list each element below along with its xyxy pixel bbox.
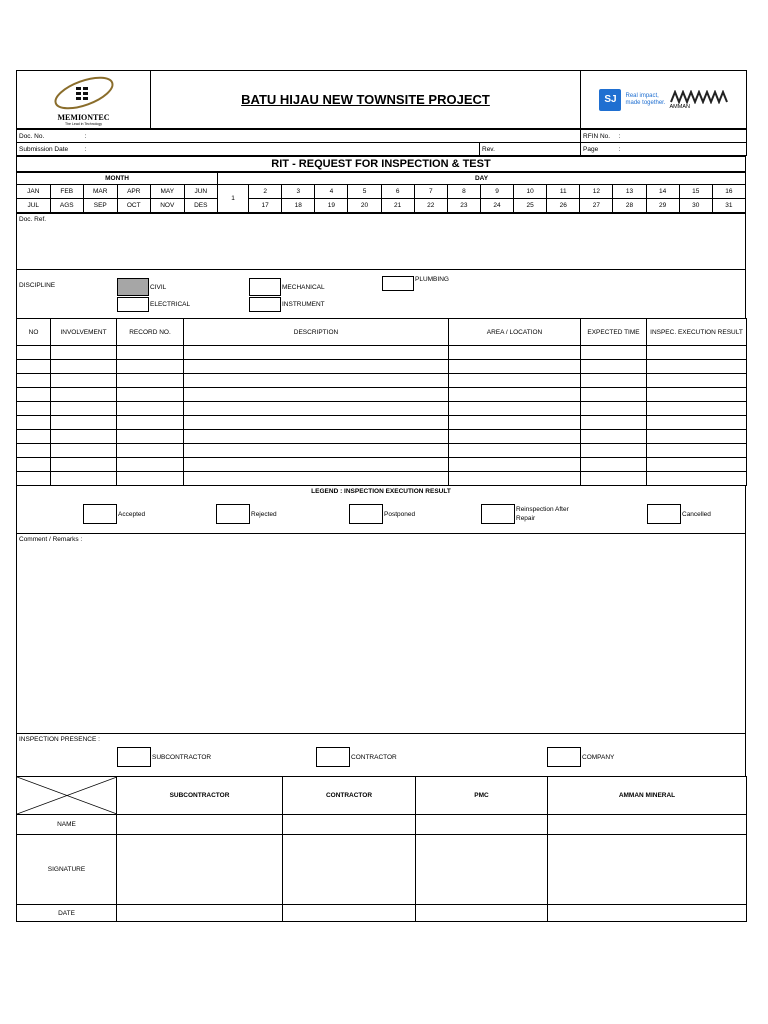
day-cell[interactable]: 13 xyxy=(613,185,646,199)
header-area-location: AREA / LOCATION xyxy=(449,319,581,346)
table-cell[interactable] xyxy=(449,416,581,430)
electrical-label: ELECTRICAL xyxy=(150,301,191,308)
month-cell[interactable]: MAY xyxy=(151,185,185,199)
table-cell[interactable] xyxy=(581,472,647,486)
table-cell[interactable] xyxy=(184,388,449,402)
table-cell[interactable] xyxy=(117,472,184,486)
table-cell[interactable] xyxy=(581,346,647,360)
rfin-label: RFIN No. xyxy=(581,130,617,143)
table-cell[interactable] xyxy=(581,360,647,374)
month-cell[interactable]: FEB xyxy=(50,185,84,199)
table-cell[interactable] xyxy=(449,472,581,486)
item-rows xyxy=(17,346,747,486)
plumbing-checkbox[interactable] xyxy=(382,276,414,291)
day-cell[interactable]: 26 xyxy=(547,199,580,213)
table-cell[interactable] xyxy=(449,444,581,458)
day-cell[interactable]: 28 xyxy=(613,199,646,213)
day-cell[interactable]: 19 xyxy=(315,199,348,213)
page-label: Page xyxy=(581,143,617,156)
day-cell[interactable]: 3 xyxy=(282,185,315,199)
day-cell[interactable]: 16 xyxy=(712,185,745,199)
doc-no-label: Doc. No. xyxy=(17,130,83,143)
table-cell[interactable] xyxy=(581,430,647,444)
legend-title: LEGEND : INSPECTION EXECUTION RESULT xyxy=(311,488,451,495)
mechanical-checkbox[interactable] xyxy=(249,278,281,296)
discipline-plumbing[interactable] xyxy=(382,276,449,291)
table-cell[interactable] xyxy=(17,472,51,486)
table-cell[interactable] xyxy=(184,402,449,416)
legend-accepted xyxy=(83,504,145,524)
discipline-label: DISCIPLINE xyxy=(19,282,56,289)
discipline-instrument[interactable] xyxy=(249,297,325,312)
legend-reinspection xyxy=(481,504,569,524)
table-cell[interactable] xyxy=(51,444,117,458)
presence-contractor[interactable] xyxy=(316,747,397,767)
submission-date-label: Submission Date xyxy=(17,143,83,156)
table-cell[interactable] xyxy=(647,402,747,416)
month-cell[interactable]: JUN xyxy=(184,185,218,199)
table-cell[interactable] xyxy=(581,374,647,388)
signoff-col-contractor: CONTRACTOR xyxy=(283,777,416,815)
rev-label: Rev. xyxy=(480,143,581,156)
table-cell[interactable] xyxy=(51,346,117,360)
date-field-amman[interactable] xyxy=(548,905,747,922)
signature-label: SIGNATURE xyxy=(17,835,117,905)
table-row xyxy=(17,360,747,374)
submission-date-value[interactable]: : xyxy=(83,143,480,156)
reinspection-box xyxy=(481,504,515,524)
reinspection-label-1: Reinspection After xyxy=(516,506,569,513)
table-cell[interactable] xyxy=(184,472,449,486)
signoff-col-amman: AMMAN MINERAL xyxy=(548,777,747,815)
table-cell[interactable] xyxy=(449,388,581,402)
contractor-label: CONTRACTOR xyxy=(351,753,397,761)
table-row xyxy=(17,430,747,444)
day-cell[interactable]: 21 xyxy=(381,199,414,213)
memiontec-logo-cell xyxy=(17,71,151,129)
table-cell[interactable] xyxy=(51,458,117,472)
month-cell[interactable]: APR xyxy=(117,185,151,199)
header-description: DESCRIPTION xyxy=(184,319,449,346)
table-cell[interactable] xyxy=(17,346,51,360)
table-cell[interactable] xyxy=(581,444,647,458)
amman-name: AMMAN xyxy=(669,103,690,110)
instrument-checkbox[interactable] xyxy=(249,297,281,312)
legend-section xyxy=(16,486,746,533)
plumbing-label: PLUMBING xyxy=(415,276,449,283)
table-cell[interactable] xyxy=(184,360,449,374)
table-cell[interactable] xyxy=(647,374,747,388)
mechanical-label: MECHANICAL xyxy=(282,283,325,291)
day-cell[interactable]: 2 xyxy=(249,185,282,199)
table-cell[interactable] xyxy=(117,360,184,374)
form-title: RIT - REQUEST FOR INSPECTION & TEST xyxy=(17,157,746,172)
day-cell[interactable]: 23 xyxy=(447,199,480,213)
table-cell[interactable] xyxy=(581,388,647,402)
table-cell[interactable] xyxy=(647,416,747,430)
table-cell[interactable] xyxy=(51,416,117,430)
signature-field-subcontractor[interactable] xyxy=(117,835,283,905)
cancelled-label: Cancelled xyxy=(682,510,711,518)
company-name: MEMIONTEC xyxy=(57,113,110,122)
table-row xyxy=(17,416,747,430)
day-cell[interactable]: 4 xyxy=(315,185,348,199)
table-cell[interactable] xyxy=(117,374,184,388)
presence-company[interactable] xyxy=(547,747,614,767)
cancelled-box xyxy=(647,504,681,524)
month-cell[interactable]: SEP xyxy=(84,199,118,213)
name-field-subcontractor[interactable] xyxy=(117,815,283,835)
table-cell[interactable] xyxy=(117,430,184,444)
table-cell[interactable] xyxy=(449,458,581,472)
accepted-label: Accepted xyxy=(118,510,146,518)
contractor-checkbox[interactable] xyxy=(316,747,350,767)
month-cell[interactable]: AGS xyxy=(50,199,84,213)
table-cell[interactable] xyxy=(581,402,647,416)
day-cell[interactable]: 31 xyxy=(712,199,745,213)
discipline-civil[interactable] xyxy=(117,278,166,296)
comment-label: Comment / Remarks : xyxy=(19,536,83,543)
name-label: NAME xyxy=(17,815,117,835)
table-cell[interactable] xyxy=(449,360,581,374)
table-cell[interactable] xyxy=(17,430,51,444)
company-tagline: The Lead in Technology xyxy=(64,122,103,126)
date-field-pmc[interactable] xyxy=(416,905,548,922)
table-cell[interactable] xyxy=(17,360,51,374)
header-involvement: INVOLVEMENT xyxy=(51,319,117,346)
discipline-mechanical[interactable] xyxy=(249,278,325,296)
date-label: DATE xyxy=(17,905,117,922)
items-table xyxy=(16,318,747,486)
rfin-value[interactable]: : xyxy=(617,130,747,143)
table-cell[interactable] xyxy=(17,416,51,430)
table-cell[interactable] xyxy=(117,416,184,430)
table-cell[interactable] xyxy=(51,360,117,374)
form-title-table xyxy=(16,156,746,172)
doc-ref-field[interactable] xyxy=(17,214,746,270)
day-label: DAY xyxy=(218,173,746,185)
presence-section xyxy=(16,734,746,776)
day-cell[interactable]: 20 xyxy=(348,199,381,213)
day-cell[interactable]: 17 xyxy=(249,199,282,213)
table-cell[interactable] xyxy=(581,416,647,430)
table-row xyxy=(17,472,747,486)
sj-logo-icon: SJ xyxy=(599,89,621,111)
company-checkbox[interactable] xyxy=(547,747,581,767)
table-cell[interactable] xyxy=(647,430,747,444)
postponed-box xyxy=(349,504,383,524)
table-cell[interactable] xyxy=(184,416,449,430)
table-cell[interactable] xyxy=(449,346,581,360)
table-row xyxy=(17,374,747,388)
day-cell[interactable]: 25 xyxy=(514,199,547,213)
company-label: COMPANY xyxy=(582,753,615,761)
signature-field-pmc[interactable] xyxy=(416,835,548,905)
signature-field-amman[interactable] xyxy=(548,835,747,905)
day-cell[interactable]: 9 xyxy=(480,185,513,199)
project-title: BATU HIJAU NEW TOWNSITE PROJECT xyxy=(151,71,581,129)
amman-logo-icon xyxy=(670,90,728,104)
comment-table xyxy=(16,533,746,734)
table-cell[interactable] xyxy=(184,444,449,458)
name-field-pmc[interactable] xyxy=(416,815,548,835)
month-cell[interactable]: NOV xyxy=(151,199,185,213)
table-cell[interactable] xyxy=(17,458,51,472)
table-cell[interactable] xyxy=(647,346,747,360)
name-field-amman[interactable] xyxy=(548,815,747,835)
table-cell[interactable] xyxy=(117,402,184,416)
signoff-table xyxy=(16,776,747,922)
calendar-table xyxy=(16,172,746,213)
table-cell[interactable] xyxy=(117,444,184,458)
subcontractor-checkbox[interactable] xyxy=(117,747,151,767)
month-cell[interactable]: OCT xyxy=(117,199,151,213)
civil-label: CIVIL xyxy=(150,283,167,291)
table-row xyxy=(17,346,747,360)
day-cell[interactable]: 11 xyxy=(547,185,580,199)
table-cell[interactable] xyxy=(449,402,581,416)
day-cell[interactable]: 8 xyxy=(447,185,480,199)
table-cell[interactable] xyxy=(17,402,51,416)
table-cell[interactable] xyxy=(581,458,647,472)
day-cell[interactable]: 30 xyxy=(679,199,712,213)
header-inspec-result: INSPEC. EXECUTION RESULT xyxy=(647,319,747,346)
table-cell[interactable] xyxy=(449,430,581,444)
doc-ref-label: Doc. Ref. xyxy=(19,216,47,223)
table-cell[interactable] xyxy=(17,444,51,458)
signature-field-contractor[interactable] xyxy=(283,835,416,905)
day-cell[interactable]: 1 xyxy=(218,185,249,213)
sj-tagline-2: made together. xyxy=(625,99,666,106)
day-cell[interactable]: 14 xyxy=(646,185,679,199)
table-cell[interactable] xyxy=(647,360,747,374)
table-cell[interactable] xyxy=(647,472,747,486)
signoff-col-subcontractor: SUBCONTRACTOR xyxy=(117,777,283,815)
signoff-corner xyxy=(17,777,117,815)
doc-no-value[interactable]: : xyxy=(83,130,581,143)
table-cell[interactable] xyxy=(117,346,184,360)
table-cell[interactable] xyxy=(647,388,747,402)
header-table xyxy=(16,70,747,129)
day-cell[interactable]: 7 xyxy=(414,185,447,199)
header-record-no: RECORD NO. xyxy=(117,319,184,346)
table-cell[interactable] xyxy=(647,444,747,458)
day-cell[interactable]: 24 xyxy=(480,199,513,213)
presence-subcontractor[interactable] xyxy=(117,747,211,767)
legend-cancelled xyxy=(647,504,711,524)
table-cell[interactable] xyxy=(449,374,581,388)
comment-field[interactable] xyxy=(17,534,746,734)
reinspection-label-2: Repair xyxy=(516,515,536,522)
postponed-label: Postponed xyxy=(384,510,416,518)
date-field-contractor[interactable] xyxy=(283,905,416,922)
meta-table xyxy=(16,129,747,156)
page-value[interactable]: : xyxy=(617,143,747,156)
month-cell[interactable]: JUL xyxy=(17,199,51,213)
table-row xyxy=(17,402,747,416)
rejected-label: Rejected xyxy=(251,510,277,518)
month-cell[interactable]: DES xyxy=(184,199,218,213)
day-cell[interactable]: 10 xyxy=(514,185,547,199)
cross-out-icon xyxy=(17,777,117,814)
civil-checkbox[interactable] xyxy=(117,278,149,296)
table-cell[interactable] xyxy=(51,430,117,444)
sj-tagline-1: Real impact, xyxy=(625,92,659,99)
doc-ref-table xyxy=(16,213,746,270)
day-cell[interactable]: 6 xyxy=(381,185,414,199)
date-field-subcontractor[interactable] xyxy=(117,905,283,922)
table-cell[interactable] xyxy=(51,388,117,402)
table-cell[interactable] xyxy=(184,430,449,444)
day-cell[interactable]: 5 xyxy=(348,185,381,199)
header-no: NO xyxy=(17,319,51,346)
table-cell[interactable] xyxy=(17,388,51,402)
day-cell[interactable]: 27 xyxy=(580,199,613,213)
signoff-col-pmc: PMC xyxy=(416,777,548,815)
table-row xyxy=(17,444,747,458)
month-label: MONTH xyxy=(17,173,218,185)
table-row xyxy=(17,388,747,402)
instrument-label: INSTRUMENT xyxy=(282,301,325,308)
table-cell[interactable] xyxy=(51,472,117,486)
client-logos-cell xyxy=(581,71,747,129)
table-cell[interactable] xyxy=(184,346,449,360)
electrical-checkbox[interactable] xyxy=(117,297,149,312)
table-cell[interactable] xyxy=(117,458,184,472)
day-cell[interactable]: 15 xyxy=(679,185,712,199)
presence-label: INSPECTION PRESENCE : xyxy=(19,736,100,743)
discipline-electrical[interactable] xyxy=(117,297,190,312)
subcontractor-label: SUBCONTRACTOR xyxy=(152,753,212,761)
table-cell[interactable] xyxy=(184,458,449,472)
table-cell[interactable] xyxy=(51,402,117,416)
discipline-section xyxy=(16,270,746,318)
table-cell[interactable] xyxy=(184,374,449,388)
header-expected-time: EXPECTED TIME xyxy=(581,319,647,346)
legend-rejected xyxy=(216,504,277,524)
legend-postponed xyxy=(349,504,415,524)
table-cell[interactable] xyxy=(51,374,117,388)
rit-form xyxy=(16,70,746,922)
month-cell[interactable]: JAN xyxy=(17,185,51,199)
table-cell[interactable] xyxy=(647,458,747,472)
day-cell[interactable]: 12 xyxy=(580,185,613,199)
rejected-box xyxy=(216,504,250,524)
table-cell[interactable] xyxy=(17,374,51,388)
day-cell[interactable]: 22 xyxy=(414,199,447,213)
day-cell[interactable]: 29 xyxy=(646,199,679,213)
day-cell[interactable]: 18 xyxy=(282,199,315,213)
accepted-box xyxy=(83,504,117,524)
name-field-contractor[interactable] xyxy=(283,815,416,835)
month-cell[interactable]: MAR xyxy=(84,185,118,199)
table-row xyxy=(17,458,747,472)
table-cell[interactable] xyxy=(117,388,184,402)
